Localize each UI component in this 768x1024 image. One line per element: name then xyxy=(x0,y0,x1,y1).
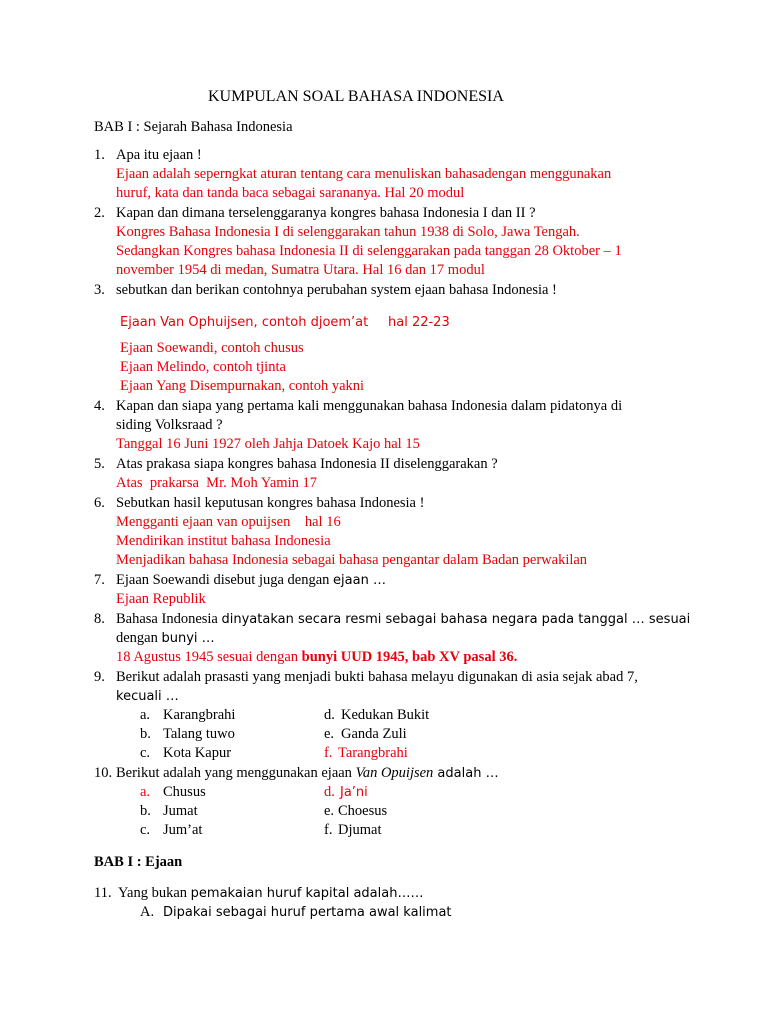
question-7-part-b: ejaan … xyxy=(333,573,386,588)
question-number: 6. xyxy=(94,495,105,511)
option-letter: c. xyxy=(140,822,151,838)
question-10-italic: Van Opuijsen xyxy=(355,765,434,781)
option-letter-correct: d. xyxy=(324,784,335,800)
question-2-text: Kapan dan dimana terselenggaranya kongres bahasa Indonesia I dan II ? xyxy=(116,205,536,221)
option-text: Karangbrahi xyxy=(163,707,236,723)
question-8-line-2 xyxy=(116,629,215,648)
option-letter: c. xyxy=(140,745,151,761)
answer-2-line-3: november 1954 di medan, Sumatra Utara. Hal 16 dan 17 modul xyxy=(116,262,485,278)
option-text: Jum’at xyxy=(163,822,203,838)
question-8-part-b: dinyatakan secara resmi sebagai bahasa negara pada tanggal … sesuai xyxy=(221,612,691,627)
option-text: Ganda Zuli xyxy=(341,726,407,742)
answer-6-line-3: Menjadikan bahasa Indonesia sebagai bahasa pengantar dalam Badan perwakilan xyxy=(116,552,588,568)
question-number: 2. xyxy=(94,205,105,221)
question-6-text: Sebutkan hasil keputusan kongres bahasa Indonesia ! xyxy=(116,495,425,511)
question-9-line-1: Berikut adalah prasasti yang menjadi bukti bahasa melayu digunakan di asia sejak abad 7, xyxy=(116,669,638,685)
answer-3-line-4: Ejaan Yang Disempurnakan, contoh yakni xyxy=(120,378,365,394)
section-heading-ejaan: BAB I : Ejaan xyxy=(94,854,183,870)
option-letter: a. xyxy=(140,707,151,723)
option-letter: e. xyxy=(324,726,335,742)
answer-5: Atas prakarsa Mr. Moh Yamin 17 xyxy=(116,475,317,491)
option-letter: f. xyxy=(324,822,333,838)
answer-1-line-1: Ejaan adalah seperngkat aturan tentang cara menuliskan bahasadengan menggunakan xyxy=(116,166,612,182)
question-5-text: Atas prakasa siapa kongres bahasa Indonesia II diselenggarakan ? xyxy=(116,456,498,472)
question-1-text: Apa itu ejaan ! xyxy=(116,147,202,163)
question-8-part-a: Bahasa Indonesia xyxy=(116,611,218,627)
question-number: 1. xyxy=(94,147,105,163)
option-text-correct: Tarangbrahi xyxy=(338,745,408,761)
question-number: 4. xyxy=(94,398,105,414)
question-7-part-a: Ejaan Soewandi disebut juga dengan xyxy=(116,572,330,588)
answer-2-line-2: Sedangkan Kongres bahasa Indonesia II di selenggarakan pada tanggan 28 Oktober – 1 xyxy=(116,243,622,259)
option-text: Kedukan Bukit xyxy=(341,707,430,723)
question-number: 7. xyxy=(94,572,105,588)
option-letter-correct: f. xyxy=(324,745,333,761)
option-text: Jumat xyxy=(163,803,198,819)
answer-6-line-2: Mendirikan institut bahasa Indonesia xyxy=(116,533,331,549)
answer-8-part-a: 18 Agustus 1945 sesuai dengan xyxy=(116,649,302,665)
question-number: 11. xyxy=(94,885,112,901)
answer-3-line-1: Ejaan Van Ophuijsen, contoh djoem’at xyxy=(120,315,369,330)
option-text: Dipakai sebagai huruf pertama awal kalimat xyxy=(163,905,452,920)
answer-8 xyxy=(116,648,517,667)
option-letter: b. xyxy=(140,803,151,819)
answer-4: Tanggal 16 Juni 1927 oleh Jahja Datoek Kajo hal 15 xyxy=(116,436,420,452)
question-number: 3. xyxy=(94,282,105,298)
option-letter-red: a. xyxy=(140,784,151,800)
question-number: 8. xyxy=(94,611,105,627)
question-10-text xyxy=(116,764,499,783)
option-letter: A. xyxy=(140,904,155,920)
question-7-text xyxy=(116,571,386,590)
question-11-text xyxy=(118,884,423,903)
question-number: 10. xyxy=(94,765,113,781)
option-text-correct: Ja’ni xyxy=(340,785,368,800)
question-11-part-a: Yang bukan xyxy=(118,885,188,901)
question-10-part-b: adalah … xyxy=(433,766,499,781)
option-letter: e. xyxy=(324,803,335,819)
answer-3-line-3: Ejaan Melindo, contoh tjinta xyxy=(120,359,286,375)
answer-7: Ejaan Republik xyxy=(116,591,206,607)
answer-6-line-1: Mengganti ejaan van opuijsen hal 16 xyxy=(116,514,341,530)
question-4-line-1: Kapan dan siapa yang pertama kali menggunakan bahasa Indonesia dalam pidatonya di xyxy=(116,398,623,414)
option-letter: d. xyxy=(324,707,335,723)
question-3-text: sebutkan dan berikan contohnya perubahan system ejaan bahasa Indonesia ! xyxy=(116,282,557,298)
question-8-line-2-part-b: bunyi … xyxy=(161,631,215,646)
answer-1-line-2: huruf, kata dan tanda baca sebagai sarananya. Hal 20 modul xyxy=(116,185,465,201)
option-text: Djumat xyxy=(338,822,382,838)
question-8-line-2-part-a: dengan xyxy=(116,630,158,646)
option-letter: b. xyxy=(140,726,151,742)
question-number: 9. xyxy=(94,669,105,685)
question-4-line-2: siding Volksraad ? xyxy=(116,417,223,433)
answer-3-reference: hal 22-23 xyxy=(388,315,450,330)
question-9-line-2: kecuali … xyxy=(116,689,179,704)
page-title: KUMPULAN SOAL BAHASA INDONESIA xyxy=(208,88,504,105)
question-number: 5. xyxy=(94,456,105,472)
answer-2-line-1: Kongres Bahasa Indonesia I di selenggarakan tahun 1938 di Solo, Jawa Tengah. xyxy=(116,224,580,240)
option-text: Kota Kapur xyxy=(163,745,232,761)
question-8-line-1 xyxy=(116,610,690,629)
answer-8-part-b: bunyi UUD 1945, bab XV pasal 36. xyxy=(301,649,518,665)
option-text: Chusus xyxy=(163,784,206,800)
answer-3-line-2: Ejaan Soewandi, contoh chusus xyxy=(120,340,304,356)
question-10-part-a: Berikut adalah yang menggunakan ejaan xyxy=(116,765,356,781)
option-text: Choesus xyxy=(338,803,388,819)
section-heading-sejarah: BAB I : Sejarah Bahasa Indonesia xyxy=(94,119,293,135)
option-text: Talang tuwo xyxy=(163,726,235,742)
question-11-part-b: pemakaian huruf kapital adalah…… xyxy=(190,886,424,901)
